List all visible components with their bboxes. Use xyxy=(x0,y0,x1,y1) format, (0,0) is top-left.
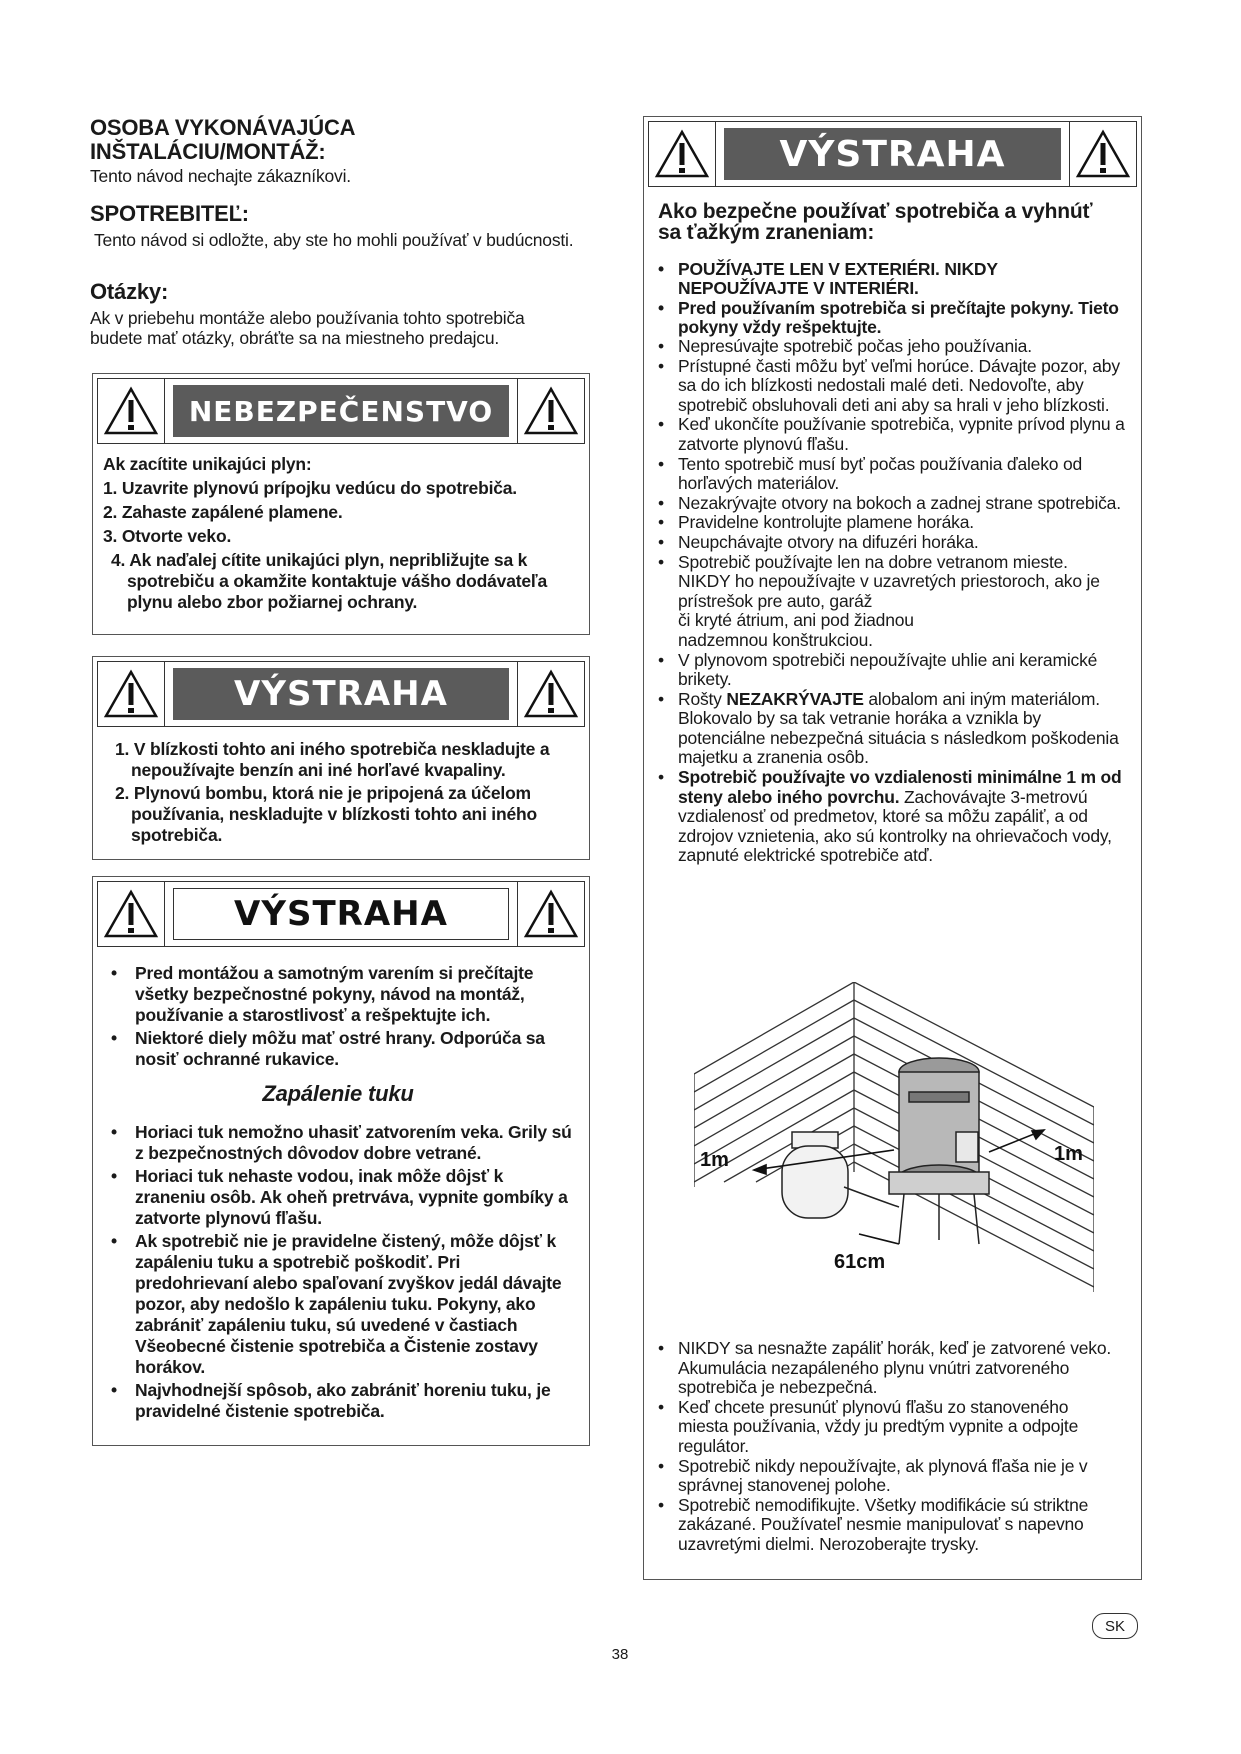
warning-1-content xyxy=(107,739,569,846)
right-item: • NIKDY sa nesnažte zapáliť horák, keď je zatvorené veko. Akumulácia nezapáleného plynu vnútri zatvoreného spotrebiča je nebezpečná. xyxy=(648,1339,1118,1398)
danger-box xyxy=(92,373,590,635)
clearance-diagram xyxy=(694,982,1094,1292)
consumer-text: Tento návod si odložte, aby ste ho mohli používať v budúcnosti. xyxy=(94,230,574,250)
distance-bold: Spotrebič používajte vo vzdialenosti minimálne 1 m od steny alebo iného povrchu. xyxy=(678,767,1122,807)
warning-banner-1 xyxy=(97,661,585,727)
right-heading xyxy=(658,201,1128,243)
fire-item: • Ak spotrebič nie je pravidelne čistený, môže dôjsť k zapáleniu tuku a spotrebič poškodiť. Pri predohrievaní alebo spaľovaní zvyškov jedál dávajte pozor, aby nedošlo k zapáleniu tuku. Pokyny, ako zabrániť zapáleniu tuku, sú uvedené v častiach Všeobecné čistenie spotrebiča a Čistenie zostavy horákov. xyxy=(103,1231,573,1378)
warning-triangle-icon xyxy=(98,379,165,443)
danger-content xyxy=(103,454,573,613)
right-item: • Prístupné časti môžu byť veľmi horúce. Dávajte pozor, aby sa do ich blízkosti nedostali malé deti. Nedovoľte, aby spotrebič obsluhovali deti ani aby sa hrali v jeho blízkosti. xyxy=(648,357,1128,416)
warning-box-1 xyxy=(92,656,590,860)
right-item: • Keď ukončíte používanie spotrebiča, vypnite prívod plynu a zatvorte plynovú fľašu. xyxy=(648,415,1128,454)
warning-triangle-icon xyxy=(1069,122,1136,186)
right-item: • Spotrebič nemodifikujte. Všetky modifikácie sú striktne zakázané. Používateľ nesmie manipulovať s napevno uzavretými dielmi. Nerozoberajte trysky. xyxy=(648,1496,1118,1555)
ventilation-line: nadzemnou konštrukciou. xyxy=(678,629,873,650)
danger-intro: Ak zacítite unikajúci plyn: xyxy=(103,454,312,474)
grease-fire-heading: Zapálenie tuku xyxy=(262,1081,414,1106)
right-item: • Pravidelne kontrolujte plamene horáka. xyxy=(648,513,1128,533)
right-item: • Pred používaním spotrebiča si prečítajte pokyny. Tieto pokyny vždy rešpektujte. xyxy=(648,299,1128,337)
consumer-heading: SPOTREBITEĽ: xyxy=(90,201,249,226)
warning-triangle-icon xyxy=(98,882,165,946)
right-list-top xyxy=(648,260,1128,866)
questions-section xyxy=(90,280,620,348)
fire-item: • Horiaci tuk nehaste vodou, inak môže dôjsť k zraneniu osôb. Ak oheň pretrváva, vypnite gombíky a zatvorte plynovú fľašu. xyxy=(103,1166,573,1229)
installer-text: Tento návod nechajte zákazníkovi. xyxy=(90,166,351,186)
consumer-section xyxy=(90,202,620,250)
right-item: • Keď chcete presunúť plynovú fľašu zo stanoveného miesta používania, vždy ju predtým vypnite a odpojte regulátor. xyxy=(648,1398,1118,1457)
ventilation-line: či kryté átrium, ani pod žiadnou xyxy=(678,610,914,631)
right-list-bottom xyxy=(648,1339,1118,1555)
distance-post: Zachovávajte 3-metrovú vzdialenosť od predmetov, ktoré sa môžu zapáliť, a od zdrojov vznietenia, ako sú kontrolky na ohrievačoch vody, zapnuté elektrické spotrebiče atď. xyxy=(678,786,1112,866)
danger-item: 1. Uzavrite plynovú prípojku vedúcu do spotrebiča. xyxy=(103,478,517,498)
right-warning-banner xyxy=(648,121,1137,187)
diagram-label-left-clearance: 1m xyxy=(700,1149,729,1171)
right-warning-box xyxy=(643,116,1142,1580)
warning-2-item: • Pred montážou a samotným varením si prečítajte všetky bezpečnostné pokyny, návod na montáž, používanie a starostlivosť a rešpektujte ich. xyxy=(103,963,573,1026)
right-item: • V plynovom spotrebiči nepoužívajte uhlie ani keramické brikety. xyxy=(648,651,1128,690)
right-item: • Tento spotrebič musí byť počas používania ďaleko od horľavých materiálov. xyxy=(648,455,1128,494)
ventilation-line: NIKDY ho nepoužívajte v uzavretých priestoroch, ako je xyxy=(678,571,1100,592)
right-item: • Neupchávajte otvory na difuzéri horáka. xyxy=(648,533,1128,553)
installer-section xyxy=(90,116,610,186)
right-item: • Nezakrývajte otvory na bokoch a zadnej strane spotrebiča. xyxy=(648,494,1128,514)
questions-line-2: budete mať otázky, obráťte sa na miestneho predajcu. xyxy=(90,328,500,348)
danger-item: 4. Ak naďalej cítite unikajúci plyn, nepribližujte sa k spotrebiču a okamžite kontaktuje vášho dodávateľa plynu alebo zbor požiarnej ochrany. xyxy=(111,550,547,612)
page-number: 38 xyxy=(611,1646,629,1663)
fire-item: • Horiaci tuk nemožno uhasiť zatvorením veka. Grily sú z bezpečnostných dôvodov dobre vetrané. xyxy=(103,1122,573,1164)
warning-triangle-icon xyxy=(517,882,584,946)
warning-box-2 xyxy=(92,876,590,1446)
fire-item: • Najvhodnejší spôsob, ako zabrániť horeniu tuku, je pravidelné čistenie spotrebiča. xyxy=(103,1380,573,1422)
ventilation-line: prístrešok pre auto, garáž xyxy=(678,590,873,611)
warning-2-content xyxy=(103,963,573,1422)
right-item-ventilation xyxy=(648,553,1128,651)
warning-1-item: 1. V blízkosti tohto ani iného spotrebiča neskladujte a nepoužívajte benzín ani iné horľavé kvapaliny. xyxy=(115,739,550,780)
right-item-distance xyxy=(648,768,1128,866)
right-item: • Nepresúvajte spotrebič počas jeho používania. xyxy=(648,337,1128,357)
grates-post: alobalom ani iným materiálom. Blokovalo by sa tak vetranie horáka a vznikla by potenciálne nebezpečná situácia s následkom poškodenia majetku a zranenia osôb. xyxy=(678,688,1119,768)
ventilation-line: • Spotrebič používajte len na dobre vetranom mieste. xyxy=(678,551,1068,572)
diagram-label-right-clearance: 1m xyxy=(1054,1143,1083,1165)
warning-triangle-icon xyxy=(649,122,716,186)
grates-bold: NEZAKRÝVAJTE xyxy=(726,688,864,709)
installer-heading-2: INŠTALÁCIU/MONTÁŽ: xyxy=(90,139,326,164)
warning-triangle-icon xyxy=(517,662,584,726)
warning-title-1: VÝSTRAHA xyxy=(173,668,509,720)
warning-title-2: VÝSTRAHA xyxy=(173,888,509,940)
diagram-label-hose-length: 61cm xyxy=(834,1251,886,1273)
grates-pre: Rošty xyxy=(678,688,727,709)
right-heading-line-2: sa ťažkým zraneniam: xyxy=(658,221,875,244)
warning-1-item: 2. Plynovú bombu, ktorá nie je pripojená za účelom používania, neskladujte v blízkosti tohto ani iného spotrebiča. xyxy=(115,783,537,845)
right-item: • POUŽÍVAJTE LEN V EXTERIÉRI. NIKDY NEPOUŽÍVAJTE V INTERIÉRI. xyxy=(648,260,1128,298)
right-warning-title: VÝSTRAHA xyxy=(724,128,1061,180)
right-item: • Spotrebič nikdy nepoužívajte, ak plynová fľaša nie je v správnej stanovenej polohe. xyxy=(648,1457,1118,1496)
danger-item: 3. Otvorte veko. xyxy=(103,526,232,546)
warning-triangle-icon xyxy=(517,379,584,443)
questions-line-1: Ak v priebehu montáže alebo používania tohto spotrebiča xyxy=(90,308,525,328)
warning-triangle-icon xyxy=(98,662,165,726)
danger-banner xyxy=(97,378,585,444)
danger-title: NEBEZPEČENSTVO xyxy=(173,385,509,437)
right-heading-line-1: Ako bezpečne používať spotrebiča a vyhnúť xyxy=(658,200,1093,223)
right-item-grates xyxy=(648,690,1128,768)
language-badge-text: SK xyxy=(1104,1617,1125,1635)
danger-item: 2. Zahaste zapálené plamene. xyxy=(103,502,343,522)
warning-2-item: • Niektoré diely môžu mať ostré hrany. Odporúča sa nosiť ochranné rukavice. xyxy=(103,1028,573,1070)
language-badge xyxy=(1092,1613,1138,1639)
questions-heading: Otázky: xyxy=(90,279,169,304)
warning-banner-2 xyxy=(97,881,585,947)
installer-heading-1: OSOBA VYKONÁVAJÚCA xyxy=(90,115,356,140)
